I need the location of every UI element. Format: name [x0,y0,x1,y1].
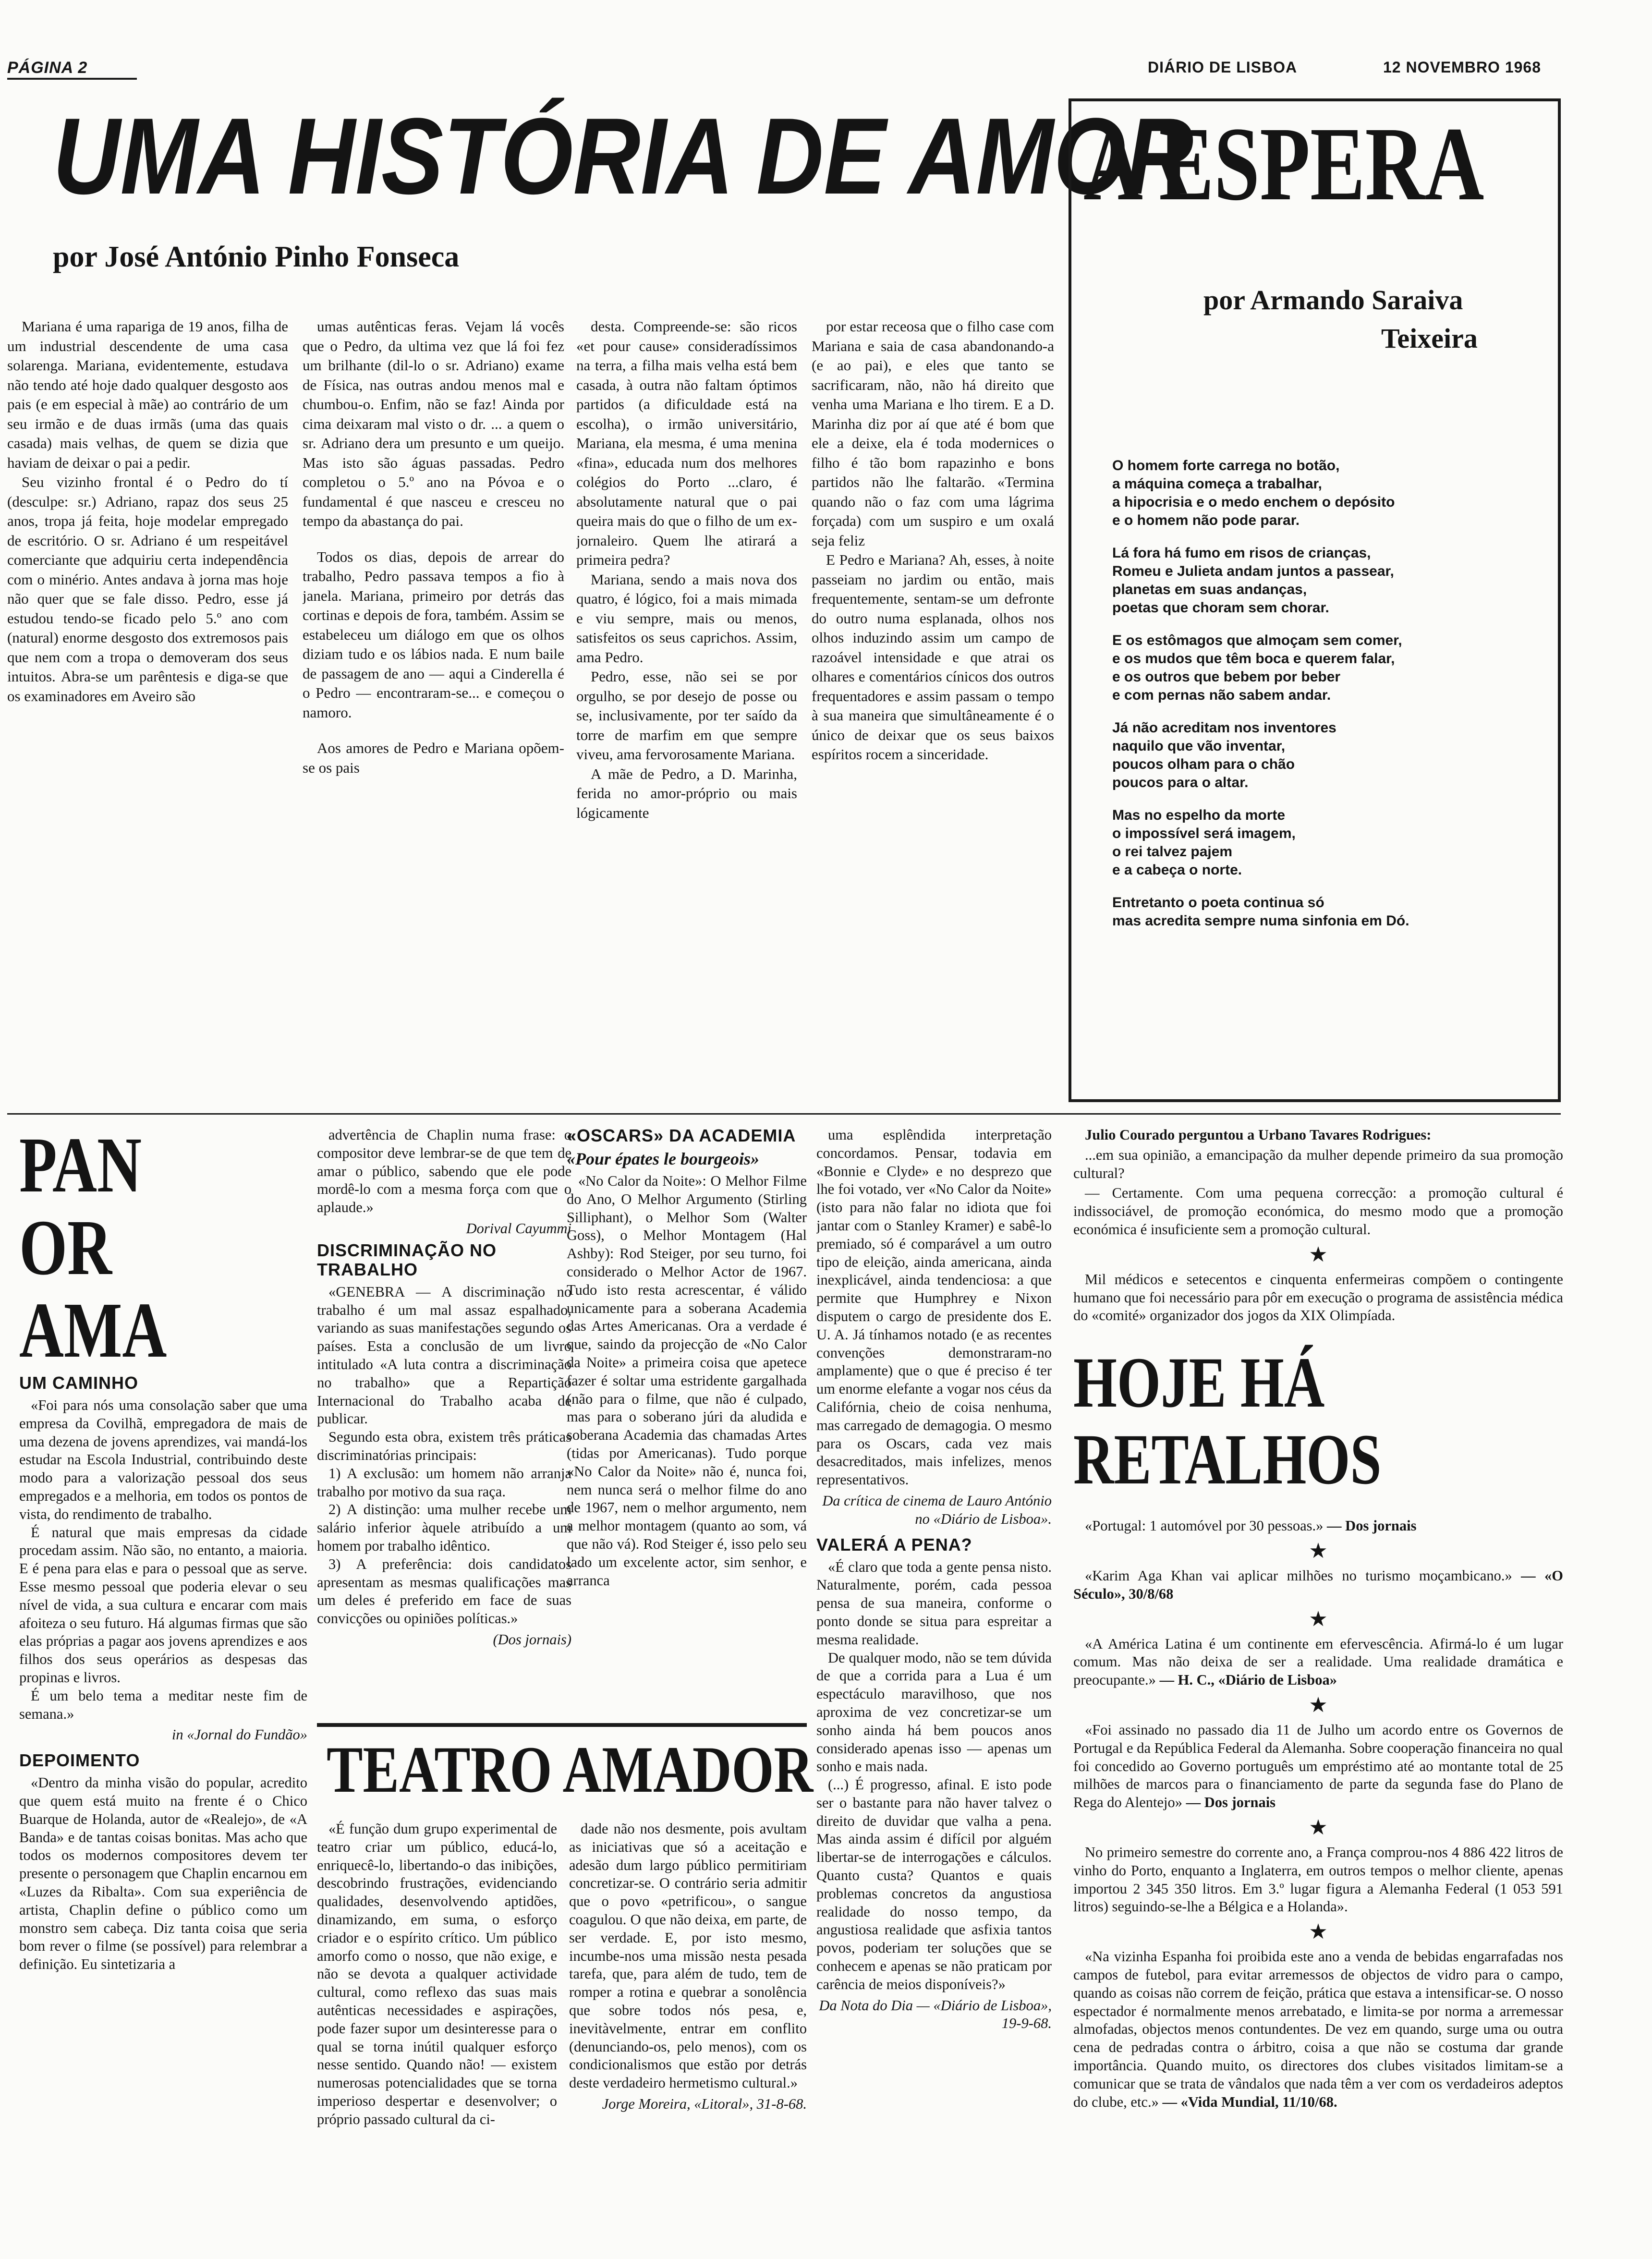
story-paragraph: umas autênticas feras. Vejam lá vocês que o Pedro, da ultima vez que lá foi fez um brilhante (dil-lo o sr. Adriano) exame de Física, nas outras andou menos mal e chumbou-o. Enfim, não se faz! Ainda por cima deixaram mal visto o dr. ... a quem o sr. Adriano dera um presunto e um queijo. Mas isto são águas passadas. Pedro completou o 5.º ano na Póvoa e o fundamental é que nasceu e cresceu no tempo da abastança do pai. [303,318,564,529]
star-divider: ★ [1309,1815,1328,1839]
story-paragraph: Mariana, sendo a mais nova dos quatro, é lógico, foi a mais mimada e viu sempre, mais ou menos, satisfeitos os seus caprichos. Assim, ama Pedro. [576,571,797,666]
article-paragraph: 2) A distinção: uma mulher recebe um salário inferior àquele atribuído a um homem por trabalho idêntico. [317,1501,571,1554]
page-number: PÁGINA 2 [7,59,88,77]
article-paragraph: «Foi para nós uma consolação saber que uma empresa da Covilhã, empregadora de mais de uma dezena de jovens aprendizes, vai mandá-los estudar na Escola Industrial, contribuindo deste modo para a valorização pessoal dos seus empregados e a melhoria, em todos os pontos de vista, do rendimento de trabalho. [19,1397,307,1522]
poem-line: O homem forte carrega no botão, [1112,458,1340,474]
panorama-column-2 [317,1126,571,1717]
article-source: Jorge Moreira, «Litoral», 31-8-68. [602,2095,807,2112]
panorama-title-line: OR [19,1203,112,1291]
poem-line: poetas que choram sem chorar. [1112,600,1329,616]
article-source: Da crítica de cinema de Lauro António no «Diário de Lisboa». [822,1492,1052,1527]
poem-box [1069,98,1561,1102]
story-paragraph: A mãe de Pedro, a D. Marinha, ferida no amor-próprio ou mais lógicamente [576,765,797,821]
panorama-column-4 [816,1126,1052,2250]
section-heading: VALERÁ A PENA? [816,1534,972,1555]
poem-line: a hipocrisia e o medo enchem o depósito [1112,494,1395,510]
retalhos-title-line: RETALHOS [1073,1420,1382,1500]
poem-line: e o homem não pode parar. [1112,512,1300,528]
story-paragraph: Pedro, esse, não sei se por orgulho, se por desejo de posse ou se, inclusivamente, por ter saído da torre de marfim em que sempre viveu, ama fervorosamente Mariana. [576,668,797,763]
poem-line: e a cabeça o norte. [1112,862,1242,878]
poem-line: Romeu e Julieta andam juntos a passear, [1112,563,1394,579]
poem-line: e os mudos que têm boca e querem falar, [1112,651,1395,667]
poem-stanza [1112,632,1544,704]
panorama-title-line: PAN [19,1121,142,1209]
teatro-rule [317,1723,807,1727]
interview-question: ...em sua opinião, a emancipação da mulher depende primeiro da sua promoção cultural? [1073,1146,1563,1181]
article-source: (Dos jornais) [493,1631,571,1648]
poem-stanza [1112,894,1544,930]
star-divider: ★ [1309,1693,1328,1717]
story-column-4 [812,317,1054,1105]
article-source: Da Nota do Dia — «Diário de Lisboa», 19-9-68. [819,1997,1052,2032]
teatro-column-1 [317,1820,557,2252]
article-paragraph: «É claro que toda a gente pensa nisto. Naturalmente, porém, cada pessoa pensa de sua maneira, conforme o ponto donde se situa para espreitar a mesma realidade. [816,1558,1052,1648]
panorama-column-3 [567,1126,807,1717]
retalhos-title-line: HOJE HÁ [1073,1343,1325,1423]
story-paragraph: Todos os dias, depois de arrear do trabalho, Pedro passava tempos a fio à janela. Mariana, primeiro por detrás das cortinas e depois de fora, também. Assim se estabeleceu um diálogo em que os olhos diziam tudo e os lábios nada. E num baile de passagem de ano — aqui a Cinderella é o Pedro — encontraram-se... e começou o namoro. [303,548,564,721]
header-rule [7,78,137,80]
article-source: Dorival Cayummi [466,1220,571,1237]
poem-stanza [1112,806,1544,879]
story-column-1 [7,317,288,1105]
poem-stanza [1112,544,1544,617]
article-paragraph: uma esplêndida interpretação concordamos. Pensar, todavia em «Bonnie e Clyde» e no desprezo que lhe foi votado, ver «No Calor da Noite» (isto para não falar no idiota que foi jantar com o Stanley Kramer) e sabê-lo premiado, só é comparável a um outro tipo de eleição, ainda americana, ainda inexplicável, ainda tendenciosa: a que permite que Humphrey e Nixon disputem o cargo de presidente dos E. U. A. Já tínhamos notado (e as recentes convenções demonstraram-no amplamente) que o que é preciso é ter um enorme elefante a vogar nos céus da Califórnia, cheio de coisa nenhuma, mas carregado de demagogia. O mesmo para os Oscars, cada vez mais desacreditados, mais infelizes, menos representativos. [816,1127,1052,1488]
poem-line: poucos para o altar. [1112,775,1249,790]
section-heading: DEPOIMENTO [19,1750,140,1771]
newspaper-name: DIÁRIO DE LISBOA [1148,59,1298,76]
star-divider: ★ [1309,1607,1328,1631]
news-item: «Foi assinado no passado dia 11 de Julho um acordo entre os Governos de Portugal e da República Federal da Alemanha. Sobre cooperação financeira no qual foi concedido ao Governo português um empréstimo até ao montante total de 25 milhões de marcos para o financiamento de parte da segunda fase do Plano de Rega do Alentejo» — Dos jornais [1073,1721,1563,1811]
article-paragraph: dade não nos desmente, pois avultam as iniciativas que só a aceitação e adesão dum largo público permitiriam concretizar-se. O contrário seria admitir que o povo «petrificou», o sangue coagulou. O que não deixa, em parte, de ser verdade. E, por isto mesmo, incumbe-nos uma missão nesta pesada tarefa, que, para além de tudo, tem de romper a rotina e quebrar a sonolência que sobre todos nós pesa, e, inevitàvelmente, entrar em conflito (denunciando-os, pelo menos), com os condicionalismos que estão por detrás deste verdadeiro hermetismo cultural.» [569,1821,807,2091]
section-separator [7,1113,1561,1115]
poem-line: poucos olham para o chão [1112,756,1295,772]
poem-line: e os outros que bebem por beber [1112,669,1341,685]
poem-line: Lá fora há fumo em risos de crianças, [1112,545,1371,561]
section-subheading: «Pour épates le bourgeois» [567,1149,759,1168]
news-item: «Na vizinha Espanha foi proibida este ano a venda de bebidas engarrafadas nos campos de futebol, para evitar arremessos de objectos de vidro para o campo, quando as coisas não correm de feição, prática que estava a intensificar-se. O nosso espectador é normalmente menos arrebatado, e limita-se por norma a arremessar almofadas, objectos menos contundentes. De vez em quando, surge uma ou outra cena de pedradas contra o árbitro, coisa a que não se costuma dar grande importância. Quando muito, os directores dos clubes visitados limitam-se a comunicar que se trata de vândalos que nada têm a ver com os verdadeiros adeptos do clube, etc.» — «Vida Mundial, 11/10/68. [1073,1948,1563,2110]
story-paragraph: por estar receosa que o filho case com Mariana e saia de casa abandonando-a (e ao pai), e eles que tanto se sacrificaram, não, não há direito que venha uma Mariana e lho tirem. E a D. Marinha diz por aí que até é bom que ele a deixe, ela é toda modernices o filho é tão bom rapazinho e bons partidos não lhe faltarão. «Termina quando não o faz com uma lágrima forçada) com um suspiro e um oxalá seja feliz [812,318,1054,549]
story-paragraph: desta. Compreende-se: são ricos «et pour cause» consideradíssimos na terra, a filha mais velha está bem casada, à outra não faltam óptimos partidos (a dificuldade está na escolha), o irmão universitário, Mariana, ela mesma, é uma menina «fina», educada num dos melhores colégios do Porto ...claro, é absolutamente natural que o pai queira mais do que o filho de um ex-jornaleiro. Quem lhe atirará a primeira pedra? [576,318,797,568]
poem-title: A ESPERA [1083,105,1484,222]
poem-byline: por Armando Saraiva [1203,284,1463,316]
star-divider: ★ [1309,1242,1328,1266]
article-paragraph: «Dentro da minha visão do popular, acredito que quem está muito na frente é o Chico Buarque de Holanda, autor de «Realejo», de «A Banda» e de tantas coisas bonitas. Mas acho que todos os modernos compositores devem ter presente o personagem que Chaplin encarnou em «Luzes da Ribalta». Com sua experiência de artista, Chaplin define o público como um monstro sem cabeça. Diz tanta coisa que seria bom rever o filme (se possível) para relembrar a definição. Eu sintetizaria a [19,1774,307,1973]
article-source: in «Jornal do Fundão» [171,1726,307,1743]
story-paragraph: Aos amores de Pedro e Mariana opõem-se os pais [303,740,564,776]
article-paragraph: (...) É progresso, afinal. E isto pode ser o bastante para não haver talvez o direito de duvidar que valha a pena. Mas ainda assim é difícil por alguém libertar-se de interrogações e cálculos. Quanto custa? Quantos e quais problemas concretos da angustiosa realidade do nosso tempo, da angustiosa realidade que asfixia tantos povos, poderiam ter soluções que se conhecem e apenas se não praticam por carência de meios disponíveis?» [816,1776,1052,1992]
section-heading: «OSCARS» DA ACADEMIA [567,1126,796,1145]
poem-body [1112,457,1544,945]
poem-line: o impossível será imagem, [1112,826,1296,841]
poem-line: Mas no espelho da morte [1112,807,1286,823]
star-divider: ★ [1309,1539,1328,1563]
poem-line: mas acredita sempre numa sinfonia em Dó. [1112,913,1409,929]
article-paragraph: «GENEBRA — A discriminação no trabalho é um mal assaz espalhado, variando as suas manifestações segundo os países. Esta a conclusão de um livro intitulado «A luta contra a discriminação no trabalho» que a Repartição Internacional do Trabalho acaba de publicar. [317,1283,571,1427]
story-paragraph: E Pedro e Mariana? Ah, esses, à noite passeiam no jardim ou então, mais frequentemente, sentam-se um defronte do outro numa esplanada, olhos nos olhos induzindo assim um campo de razoável intensidade e que atrai os olhares e comentários cínicos dos outros frequentadores e assim passam o tempo à sua maneira que simultâneamente é o único de deixar que os seus baixos espíritos rocem a sinceridade. [812,551,1054,763]
poem-stanza [1112,719,1544,792]
right-column [1073,1126,1563,2250]
story-column-3 [576,317,797,1105]
poem-byline-2: Teixeira [1381,323,1478,354]
article-paragraph: «É função dum grupo experimental de teatro criar um público, educá-lo, enriquecê-lo, libertando-o das inibições, descobrindo frustrações, evidenciando qualidades, desenvolvendo aptidões, dinamizando, em suma, o esforço criador e o espírito crítico. Um público amorfo como o nosso, que não exige, e não se devota a qualquer actividade cultural, como reflexo das suas mais autênticas necessidades e aspirações, pode fazer supor um desinteresse para o qual se torna inútil qualquer esforço nesse sentido. Quando não! — existem numerosas potencialidades que se torna imperioso despertar e desenvolver; o próprio passado cultural da ci- [317,1821,557,2127]
poem-line: Já não acreditam nos inventores [1112,720,1336,736]
article-paragraph: É um belo tema a meditar neste fim de semana.» [19,1687,307,1722]
article-paragraph: 3) A preferência: dois candidatos apresentam as mesmas qualificações mas um deles é preferido em face de suas convicções ou opiniões políticas.» [317,1555,571,1627]
teatro-column-2 [569,1820,807,2252]
news-item: «A América Latina é um continente em efervescência. Afirmá-lo é um lugar comum. Mas não deixa de ser a realidade. Uma realidade dramática e preocupante.» — H. C., «Diário de Lisboa» [1073,1635,1563,1688]
section-heading: UM CAMINHO [19,1373,138,1393]
news-item: «Karim Aga Khan vai aplicar milhões no turismo moçambicano.» — «O Século», 30/8/68 [1073,1567,1563,1602]
poem-line: Entretanto o poeta continua só [1112,895,1324,911]
news-item: No primeiro semestre do corrente ano, a França comprou-nos 4 886 422 litros de vinho do Porto, enquanto a Inglaterra, em outros tempos o melhor cliente, apenas importou 2 345 350 litros. Em 3.º lugar figura a Alemanha Federal (1 053 591 litros) seguindo-se-lhe a Bélgica e a Holanda». [1073,1844,1563,1915]
article-paragraph: «No Calor da Noite»: O Melhor Filme do Ano, O Melhor Argumento (Stirling Silliphant), o Melhor Som (Walter Goss), o Melhor Montagem (Hal Ashby): Rod Steiger, por seu turno, foi considerado o Melhor Actor de 1967. Tudo isto resta acrescentar, é válido unicamente para a soberana Academia das Artes Americanas. Ora a verdade é que, saindo da projecção de «No Calor da Noite» a primeira coisa que apetece fazer é soltar uma estridente gargalhada (não para o filme, que não é culpado, mas para o soberano júri da aludida e soberana Academia das chamadas Artes (tidas por Americanas). Tudo porque «No Calor da Noite» não é, nunca foi, nem nunca será o melhor filme do ano de 1967, nem o melhor argumento, nem a melhor montagem (quanto ao som, vá que não vá). Rod Steiger é, isso pelo seu lado um excelente actor, sim senhor, e arranca [567,1173,807,1589]
article-paragraph: advertência de Chaplin numa frase: o compositor deve lembrar-se de que tem de amar o público, sabendo que ele pode mordê-lo com a mesma força com que o aplaude.» [317,1127,571,1216]
retalhos-title [1073,1344,1456,1498]
star-divider: ★ [1309,1920,1328,1944]
interview-answer: — Certamente. Com uma pequena correcção: a promoção cultural é indissociável, de promoção económica, do mesmo modo que a promoção económica é insuficiente sem a promoção cultural. [1073,1185,1563,1238]
article-paragraph: De qualquer modo, não se tem dúvida de que a corrida para a Lua é um espectáculo maravilhoso, que nos aproxima de vez concretizar-se um sonho ainda há bem poucos anos considerado apenas isso — apenas um sonho e mais nada. [816,1649,1052,1775]
section-heading: DISCRIMINAÇÃO NO TRABALHO [317,1240,497,1279]
panorama-title [19,1121,167,1374]
issue-date: 12 NOVEMBRO 1968 [1383,59,1542,76]
poem-line: a máquina começa a trabalhar, [1112,476,1322,492]
poem-line: e com pernas não sabem andar. [1112,687,1331,703]
news-item: «Portugal: 1 automóvel por 30 pessoas.» — Dos jornais [1085,1518,1417,1534]
poem-line: planetas em suas andanças, [1112,582,1307,597]
story-byline: por José António Pinho Fonseca [53,241,460,273]
poem-line: naquilo que vão inventar, [1112,738,1286,754]
poem-line: E os estômagos que almoçam sem comer, [1112,632,1402,648]
interview-heading: Julio Courado perguntou a Urbano Tavares Rodrigues: [1085,1127,1432,1143]
story-paragraph: Seu vizinho frontal é o Pedro do tí (desculpe: sr.) Adriano, rapaz dos seus 25 anos, tropa já feita, hoje modelar empregado de escritório. O sr. Adriano é um respeitável comerciante que adquiriu certa independência com o minério. Antes andava à jorna mas hoje não quer que se fale disso. Pedro, esse já estudou tendo-se ficado pelo 5.º ano com (natural) enorme desgosto dos extremosos pais que nem com a tropa o demoveram dos seus intuitos. Abra-se um parêntesis e diga-se que os examinadores em Aveiro são [7,474,288,704]
panorama-column-1 [19,1373,307,2252]
story-paragraph: Mariana é uma rapariga de 19 anos, filha de um industrial descendente de uma casa solarenga. Mariana, evidentemente, estudava não tendo até hoje dado qualquer desgosto aos pais (e em especial à mãe) ao contrário de um seu irmão e de duas irmãs (uma das quais casada) mais velhas, de quem se dizia que haviam de deixar o pai a pedir. [7,318,288,471]
teatro-title: TEATRO AMADOR [327,1733,814,1806]
poem-line: o rei talvez pajem [1112,844,1233,860]
news-brief: Mil médicos e setecentos e cinquenta enfermeiras compõem o contingente humano que foi necessário para pôr em execução o programa de assistência médica do «comité» organizador dos jogos da XIX Olimpíada. [1073,1271,1563,1324]
article-paragraph: É natural que mais empresas da cidade procedam assim. Não são, no entanto, a maioria. E é pena para elas e para o pessoal que as serve. Esse mesmo pessoal que poderia elevar o seu nível de vida, a sua cultura e encarar com mais afoiteza o seu futuro. Há algumas firmas que são elas próprias a pagar aos jovens aprendizes e aos filhos dos seus operários as despesas das propinas e livros. [19,1524,307,1686]
article-paragraph: Segundo esta obra, existem três práticas discriminatórias principais: [317,1429,571,1463]
article-paragraph: 1) A exclusão: um homem não arranja trabalho por motivo da sua raça. [317,1465,571,1500]
poem-stanza [1112,457,1544,530]
story-column-2 [303,317,564,1105]
panorama-title-line: AMA [19,1286,167,1374]
story-title: UMA HISTÓRIA DE AMOR [53,95,1194,217]
